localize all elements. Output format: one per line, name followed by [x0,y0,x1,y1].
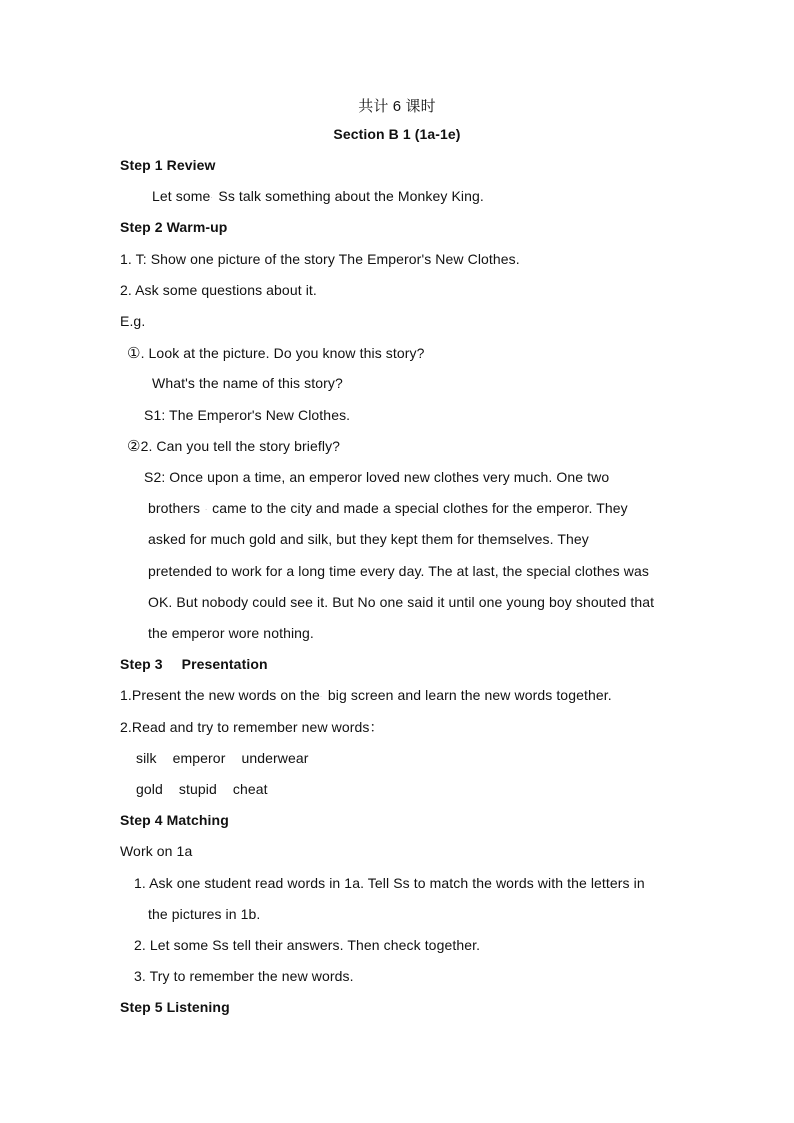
answer-s2-line-3: asked for much gold and silk, but they kept them for themselves. They [148,531,589,547]
step1-text-a: Let some [152,188,211,204]
step3-item1-a: 1.Present the new words on the [120,687,320,703]
section-subtitle: Section B 1 (1a-1e) [333,126,461,142]
eg-label: E.g. [120,313,146,329]
word-item: gold [136,781,163,797]
step4-item1: 1. Ask one student read words in 1a. Tell Ss to match the words with the letters in [134,875,645,891]
step2-heading: Step 2 Warm-up [120,219,228,235]
step1-text-b: Ss talk something about the Monkey King. [218,188,484,204]
step3-heading [120,655,268,673]
word-item: cheat [232,781,268,797]
stray-mark: . [205,503,208,512]
step4-intro: Work on 1a [120,843,193,859]
word-item: stupid [178,781,217,797]
page-title: 共计 6 课时 [358,98,436,115]
word-row-1 [136,749,309,767]
answer-s1: S1: The Emperor's New Clothes. [144,407,351,423]
word-row-2 [136,780,268,798]
circled-number-1: ① [127,344,141,362]
step2-item1: 1. T: Show one picture of the story The Emperor's New Clothes. [120,251,520,267]
answer-s2-line-1: S2: Once upon a time, an emperor loved new clothes very much. One two [144,469,610,485]
step5-heading: Step 5 Listening [120,999,230,1015]
answer-s2-line-2a: brothers [148,500,201,516]
step4-item3: 3. Try to remember the new words. [134,968,354,984]
answer-s2-line-6: the emperor wore nothing. [148,625,314,641]
step3-heading-b: Presentation [181,656,268,672]
step3-item1-b: big screen and learn the new words together. [327,687,612,703]
step2-item2: 2. Ask some questions about it. [120,282,317,298]
stray-mark: . [210,191,213,200]
step4-heading: Step 4 Matching [120,812,229,828]
step3-item2: 2.Read and try to remember new words： [120,719,384,735]
answer-s2-line-4: pretended to work for a long time every day. The at last, the special clothes was [148,563,649,579]
word-item: emperor [172,750,226,766]
step4-item2: 2. Let some Ss tell their answers. Then check together. [134,937,481,953]
answer-s2-line-5: OK. But nobody could see it. But No one said it until one young boy shouted that [148,594,655,610]
answer-s2-line-2b: came to the city and made a special clothes for the emperor. They [212,500,628,516]
answer-s2-line-2 [148,499,628,517]
question-1-text: . Look at the picture. Do you know this story? [140,345,425,361]
question-2 [127,437,340,455]
word-item: underwear [241,750,309,766]
word-item: silk [136,750,157,766]
circled-number-2: ② [127,437,141,455]
question-1b: What's the name of this story? [152,375,343,391]
step1-text [152,187,484,205]
step1-heading: Step 1 Review [120,157,216,173]
stray-mark: . [319,690,323,699]
question-2-text: 2. Can you tell the story briefly? [140,438,341,454]
step3-item1 [120,686,612,704]
step3-heading-a: Step 3 [120,656,163,672]
question-1 [127,344,425,362]
step4-item1-cont: the pictures in 1b. [148,906,261,922]
